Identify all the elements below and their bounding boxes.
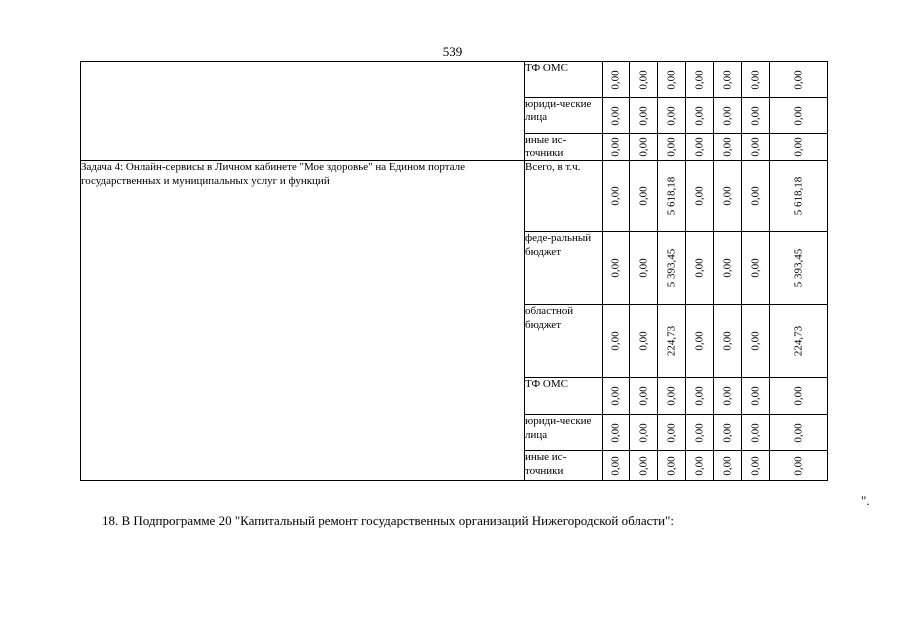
value-text: 0,00: [748, 456, 761, 476]
value-text: 0,00: [748, 258, 761, 278]
value-cell: [770, 305, 828, 378]
value-text: 0,00: [720, 456, 733, 476]
funding-source-cell: юриди-ческие лица: [525, 415, 603, 451]
value-cell: [603, 378, 630, 415]
task-cell: Задача 4: Онлайн-сервисы в Личном кабинете "Мое здоровье" на Едином портале государственных и муниципальных услуг и функций: [81, 161, 525, 481]
value-cell: [658, 98, 686, 134]
value-cell: [770, 62, 828, 98]
value-cell: [742, 378, 770, 415]
value-cell: [603, 62, 630, 98]
value-text: 0,00: [720, 105, 733, 126]
value-text: 0,00: [748, 386, 761, 406]
value-text: 224,73: [664, 326, 677, 357]
value-text: 0,00: [664, 105, 677, 126]
value-text: 0,00: [692, 186, 705, 206]
funding-source-cell: иные ис-точники: [525, 451, 603, 481]
funding-source-cell: Всего, в т.ч.: [525, 161, 603, 232]
task-cell: [81, 62, 525, 161]
value-text: 0,00: [609, 423, 622, 443]
value-cell: [658, 134, 686, 161]
value-cell: [603, 415, 630, 451]
value-cell: [770, 451, 828, 481]
value-text: 0,00: [664, 69, 677, 90]
value-cell: [742, 415, 770, 451]
value-text: 5 618,18: [664, 177, 677, 216]
value-text: 0,00: [692, 137, 705, 157]
value-text: 0,00: [636, 331, 649, 351]
value-cell: [686, 415, 714, 451]
value-text: 0,00: [692, 258, 705, 278]
value-cell: [714, 305, 742, 378]
value-text: 0,00: [720, 386, 733, 406]
value-cell: [742, 305, 770, 378]
value-cell: [630, 134, 658, 161]
funding-source-cell: иные ис-точники: [525, 134, 603, 161]
value-cell: [658, 415, 686, 451]
value-text: 0,00: [720, 258, 733, 278]
value-cell: [714, 232, 742, 305]
funding-source-cell: феде-ральный бюджет: [525, 232, 603, 305]
value-cell: [742, 451, 770, 481]
value-cell: [630, 305, 658, 378]
value-text: 5 393,45: [791, 249, 804, 288]
value-cell: [658, 451, 686, 481]
value-text: 0,00: [692, 423, 705, 443]
value-text: 0,00: [720, 69, 733, 90]
budget-table: [80, 61, 828, 481]
value-cell: [658, 232, 686, 305]
table-row: [81, 161, 828, 232]
value-cell: [630, 415, 658, 451]
value-cell: [686, 134, 714, 161]
value-text: 0,00: [636, 137, 649, 157]
value-cell: [714, 378, 742, 415]
value-cell: [770, 134, 828, 161]
value-text: 0,00: [609, 137, 622, 157]
value-cell: [742, 161, 770, 232]
value-text: 0,00: [692, 105, 705, 126]
value-cell: [630, 161, 658, 232]
value-cell: [714, 415, 742, 451]
value-cell: [630, 232, 658, 305]
funding-source-cell: ТФ ОМС: [525, 62, 603, 98]
value-cell: [714, 62, 742, 98]
value-cell: [770, 161, 828, 232]
value-cell: [686, 161, 714, 232]
table-row: [81, 62, 828, 98]
funding-source-cell: ТФ ОМС: [525, 378, 603, 415]
value-cell: [658, 305, 686, 378]
value-cell: [742, 134, 770, 161]
value-cell: [742, 62, 770, 98]
value-text: 0,00: [636, 258, 649, 278]
value-text: 0,00: [636, 423, 649, 443]
value-text: 0,00: [720, 423, 733, 443]
value-cell: [630, 451, 658, 481]
value-text: 0,00: [791, 69, 804, 90]
value-cell: [603, 305, 630, 378]
value-text: 0,00: [664, 137, 677, 157]
closing-quote: ".: [861, 493, 870, 508]
value-cell: [658, 161, 686, 232]
value-text: 0,00: [636, 105, 649, 126]
value-cell: [714, 134, 742, 161]
value-text: 0,00: [609, 386, 622, 406]
value-text: 0,00: [692, 456, 705, 476]
value-cell: [686, 232, 714, 305]
value-cell: [603, 98, 630, 134]
page-number: 539: [442, 44, 463, 59]
value-text: 0,00: [609, 186, 622, 206]
value-text: 0,00: [609, 258, 622, 278]
value-text: 0,00: [692, 386, 705, 406]
value-text: 0,00: [748, 105, 761, 126]
value-text: 224,73: [791, 326, 804, 357]
value-text: 0,00: [692, 331, 705, 351]
value-text: 0,00: [791, 137, 804, 157]
value-text: 0,00: [748, 69, 761, 90]
value-cell: [658, 378, 686, 415]
value-cell: [603, 134, 630, 161]
value-cell: [658, 62, 686, 98]
value-text: 0,00: [636, 386, 649, 406]
value-text: 0,00: [609, 331, 622, 351]
value-cell: [603, 161, 630, 232]
value-text: 0,00: [609, 105, 622, 126]
value-text: 0,00: [636, 69, 649, 90]
value-cell: [742, 232, 770, 305]
value-text: 5 618,18: [791, 177, 804, 216]
value-text: 0,00: [720, 186, 733, 206]
value-cell: [742, 98, 770, 134]
value-cell: [770, 98, 828, 134]
value-cell: [686, 378, 714, 415]
footer-paragraph: 18. В Подпрограмме 20 "Капитальный ремонт государственных организаций Нижегородской области":: [102, 513, 674, 528]
value-text: 0,00: [720, 331, 733, 351]
value-cell: [603, 232, 630, 305]
value-cell: [714, 451, 742, 481]
value-text: 0,00: [609, 456, 622, 476]
value-text: 0,00: [791, 456, 804, 476]
value-text: 5 393,45: [664, 249, 677, 288]
value-text: 0,00: [636, 186, 649, 206]
value-cell: [630, 62, 658, 98]
value-cell: [770, 415, 828, 451]
funding-source-cell: юриди-ческие лица: [525, 98, 603, 134]
table-body: [81, 62, 828, 481]
value-text: 0,00: [748, 331, 761, 351]
value-text: 0,00: [636, 456, 649, 476]
value-cell: [770, 378, 828, 415]
value-cell: [714, 161, 742, 232]
value-text: 0,00: [748, 423, 761, 443]
value-cell: [714, 98, 742, 134]
value-cell: [686, 98, 714, 134]
value-text: 0,00: [720, 137, 733, 157]
value-text: 0,00: [664, 386, 677, 406]
value-cell: [686, 62, 714, 98]
value-text: 0,00: [791, 423, 804, 443]
value-text: 0,00: [748, 186, 761, 206]
value-cell: [630, 98, 658, 134]
value-cell: [603, 451, 630, 481]
value-text: 0,00: [664, 423, 677, 443]
funding-source-cell: областной бюджет: [525, 305, 603, 378]
value-cell: [686, 451, 714, 481]
value-cell: [686, 305, 714, 378]
value-text: 0,00: [609, 69, 622, 90]
value-text: 0,00: [692, 69, 705, 90]
value-cell: [770, 232, 828, 305]
value-text: 0,00: [664, 456, 677, 476]
value-text: 0,00: [748, 137, 761, 157]
value-cell: [630, 378, 658, 415]
value-text: 0,00: [791, 386, 804, 406]
value-text: 0,00: [791, 105, 804, 126]
